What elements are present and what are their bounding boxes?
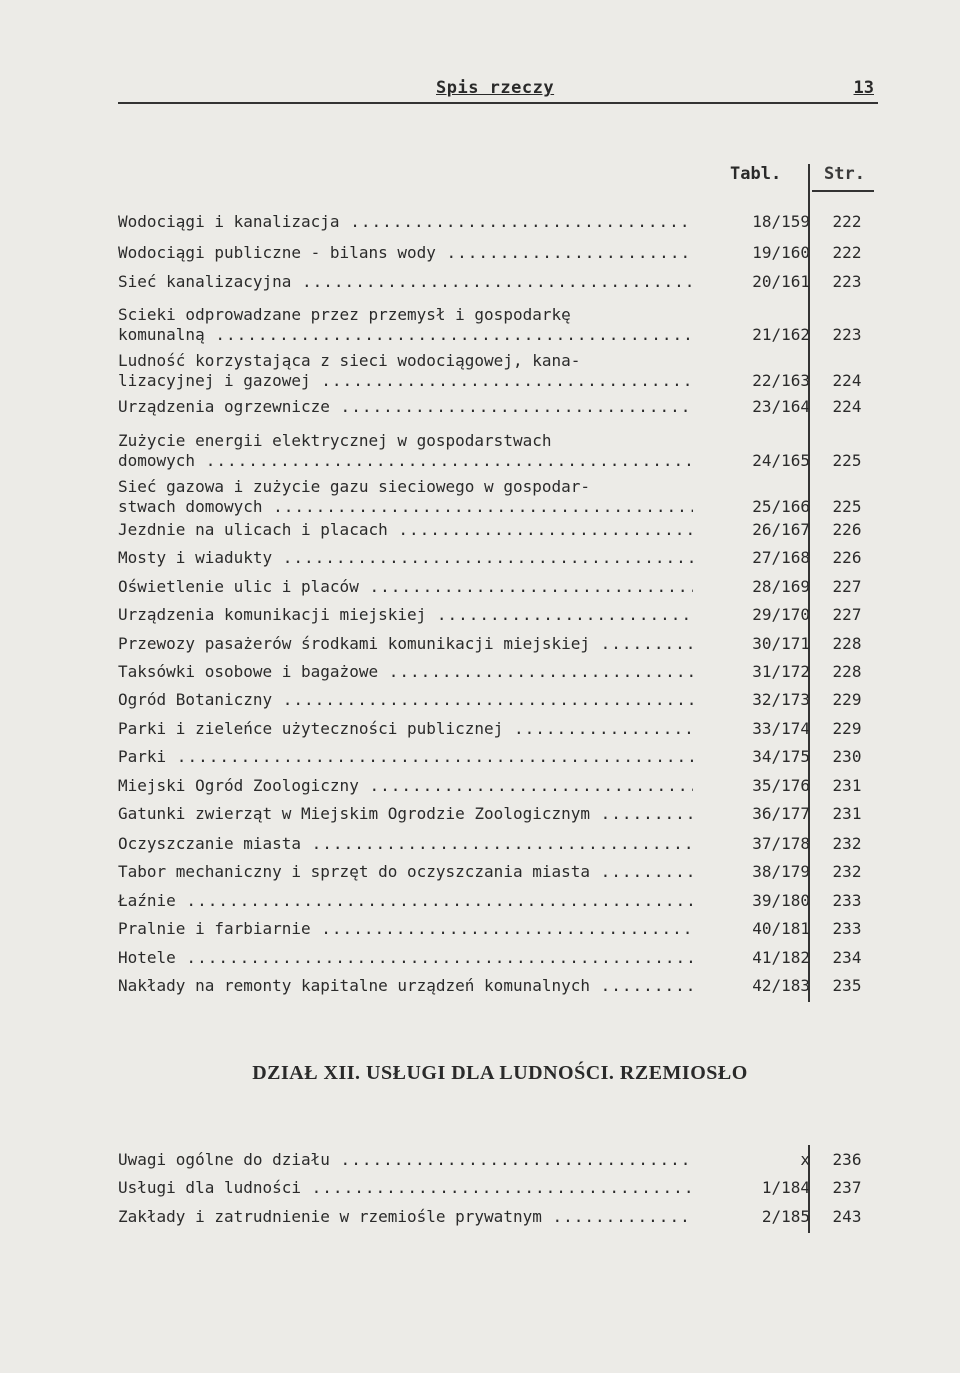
toc-entry-page-number: 228	[832, 662, 862, 681]
toc-entry-title-line: Hotele .....	[118, 948, 693, 967]
toc-entry-title-line: Pralnie i farbiarnie .....	[118, 919, 693, 938]
toc-entry-page-number: 223	[832, 325, 862, 344]
toc-entry-title-line: Tabor mechaniczny i sprzęt do oczyszczania miasta .....	[118, 862, 693, 881]
toc-entry-table-number: 23/164	[752, 397, 810, 416]
toc-entry-title-line: Ogród Botaniczny .....	[118, 690, 693, 709]
toc-entry-table-number: 31/172	[752, 662, 810, 681]
toc-entry-table-number: 42/183	[752, 976, 810, 995]
toc-entry-page-number: 223	[832, 272, 862, 291]
toc-entry-page-number: 231	[832, 776, 862, 795]
toc-entry-page-number: 243	[832, 1207, 862, 1226]
toc-entry-title-line: stwach domowych .....	[118, 497, 693, 516]
toc-entry-table-number: 29/170	[752, 605, 810, 624]
toc-entry-page-number: 222	[832, 243, 862, 262]
toc-entry-page-number: 236	[832, 1150, 862, 1169]
toc-entry-page-number: 228	[832, 634, 862, 653]
toc-entry-title-line: Zużycie energii elektrycznej w gospodarstwach	[118, 431, 552, 450]
toc-entry-table-number: 18/159	[752, 212, 810, 231]
toc-entry-table-number: 28/169	[752, 577, 810, 596]
running-title: Spis rzeczy	[436, 78, 555, 98]
toc-entry-table-number: 30/171	[752, 634, 810, 653]
toc-entry-title-line: Jezdnie na ulicach i placach .....	[118, 520, 693, 539]
toc-entry-table-number: 41/182	[752, 948, 810, 967]
toc-entry-title-line: Oczyszczanie miasta .....	[118, 834, 693, 853]
toc-entry-page-number: 227	[832, 605, 862, 624]
toc-entry-table-number: 38/179	[752, 862, 810, 881]
toc-entry-title-line: Gatunki zwierząt w Miejskim Ogrodzie Zoologicznym .....	[118, 804, 693, 823]
toc-entry-page-number: 232	[832, 834, 862, 853]
toc-entry-table-number: 21/162	[752, 325, 810, 344]
toc-entry-title-line: domowych .....	[118, 451, 693, 470]
toc-entry-title-line: Sieć gazowa i zużycie gazu sieciowego w gospodar-	[118, 477, 591, 496]
toc-entry-table-number: 26/167	[752, 520, 810, 539]
toc-entry-page-number: 231	[832, 804, 862, 823]
toc-entry-title-line: Parki i zieleńce użyteczności publicznej .....	[118, 719, 693, 738]
column-header-rule	[812, 190, 874, 192]
toc-entry-table-number: 19/160	[752, 243, 810, 262]
toc-entry-page-number: 237	[832, 1178, 862, 1197]
toc-entry-page-number: 233	[832, 919, 862, 938]
section-heading: DZIAŁ XII. USŁUGI DLA LUDNOŚCI. RZEMIOSŁO	[252, 1062, 748, 1084]
toc-entry-title-line: Parki .....	[118, 747, 693, 766]
toc-entry-title-line: komunalną .....	[118, 325, 693, 344]
toc-entry-page-number: 232	[832, 862, 862, 881]
toc-entry-table-number: 34/175	[752, 747, 810, 766]
toc-entry-title-line: Przewozy pasażerów środkami komunikacji miejskiej .....	[118, 634, 693, 653]
toc-entry-page-number: 222	[832, 212, 862, 231]
toc-entry-table-number: 39/180	[752, 891, 810, 910]
toc-entry-table-number: 36/177	[752, 804, 810, 823]
toc-entry-table-number: 24/165	[752, 451, 810, 470]
toc-entry-page-number: 234	[832, 948, 862, 967]
toc-entry-page-number: 229	[832, 719, 862, 738]
toc-entry-table-number: 37/178	[752, 834, 810, 853]
toc-entry-title-line: Nakłady na remonty kapitalne urządzeń komunalnych .....	[118, 976, 693, 995]
toc-entry-title-line: Taksówki osobowe i bagażowe .....	[118, 662, 693, 681]
toc-entry-table-number: 32/173	[752, 690, 810, 709]
page-number: 13	[853, 78, 874, 98]
toc-entry-page-number: 225	[832, 497, 862, 516]
toc-entry-table-number: 40/181	[752, 919, 810, 938]
toc-entry-title-line: Urządzenia komunikacji miejskiej .....	[118, 605, 693, 624]
toc-entry-table-number: 27/168	[752, 548, 810, 567]
toc-entry-table-number: 1/184	[761, 1178, 810, 1197]
toc-entry-title-line: Oświetlenie ulic i placów .....	[118, 577, 693, 596]
toc-entry-page-number: 225	[832, 451, 862, 470]
toc-entry-title-line: Uwagi ogólne do działu .....	[118, 1150, 693, 1169]
toc-entry-title-line: Wodociągi publiczne - bilans wody .....	[118, 243, 693, 262]
toc-entry-table-number: 20/161	[752, 272, 810, 291]
toc-entry-table-number: 2/185	[761, 1207, 810, 1226]
toc-entry-title-line: Scieki odprowadzane przez przemysł i gospodarkę	[118, 305, 571, 324]
toc-entry-title-line: Ludność korzystająca z sieci wodociągowej, kana-	[118, 351, 581, 370]
toc-entry-title-line: Sieć kanalizacyjna .....	[118, 272, 693, 291]
toc-entry-table-number: 33/174	[752, 719, 810, 738]
toc-entry-page-number: 224	[832, 397, 862, 416]
toc-entry-page-number: 226	[832, 548, 862, 567]
toc-entry-title-line: Wodociągi i kanalizacja .....	[118, 212, 693, 231]
toc-entry-title-line: Urządzenia ogrzewnicze .....	[118, 397, 693, 416]
toc-entry-page-number: 224	[832, 371, 862, 390]
toc-entry-title-line: lizacyjnej i gazowej .....	[118, 371, 693, 390]
toc-entry-title-line: Miejski Ogród Zoologiczny .....	[118, 776, 693, 795]
toc-entry-page-number: 226	[832, 520, 862, 539]
toc-entry-table-number: 35/176	[752, 776, 810, 795]
toc-entry-page-number: 233	[832, 891, 862, 910]
toc-entry-table-number: x	[800, 1150, 810, 1169]
toc-entry-title-line: Łaźnie .....	[118, 891, 693, 910]
toc-entry-title-line: Usługi dla ludności .....	[118, 1178, 693, 1197]
column-header-tabl: Tabl.	[730, 164, 782, 184]
toc-entry-page-number: 229	[832, 690, 862, 709]
toc-entry-table-number: 25/166	[752, 497, 810, 516]
column-header-str: Str.	[824, 164, 865, 184]
toc-entry-page-number: 235	[832, 976, 862, 995]
toc-entry-page-number: 230	[832, 747, 862, 766]
toc-entry-title-line: Mosty i wiadukty .....	[118, 548, 693, 567]
toc-entry-page-number: 227	[832, 577, 862, 596]
toc-entry-title-line: Zakłady i zatrudnienie w rzemiośle prywatnym .....	[118, 1207, 693, 1226]
toc-entry-table-number: 22/163	[752, 371, 810, 390]
running-head	[118, 78, 878, 104]
